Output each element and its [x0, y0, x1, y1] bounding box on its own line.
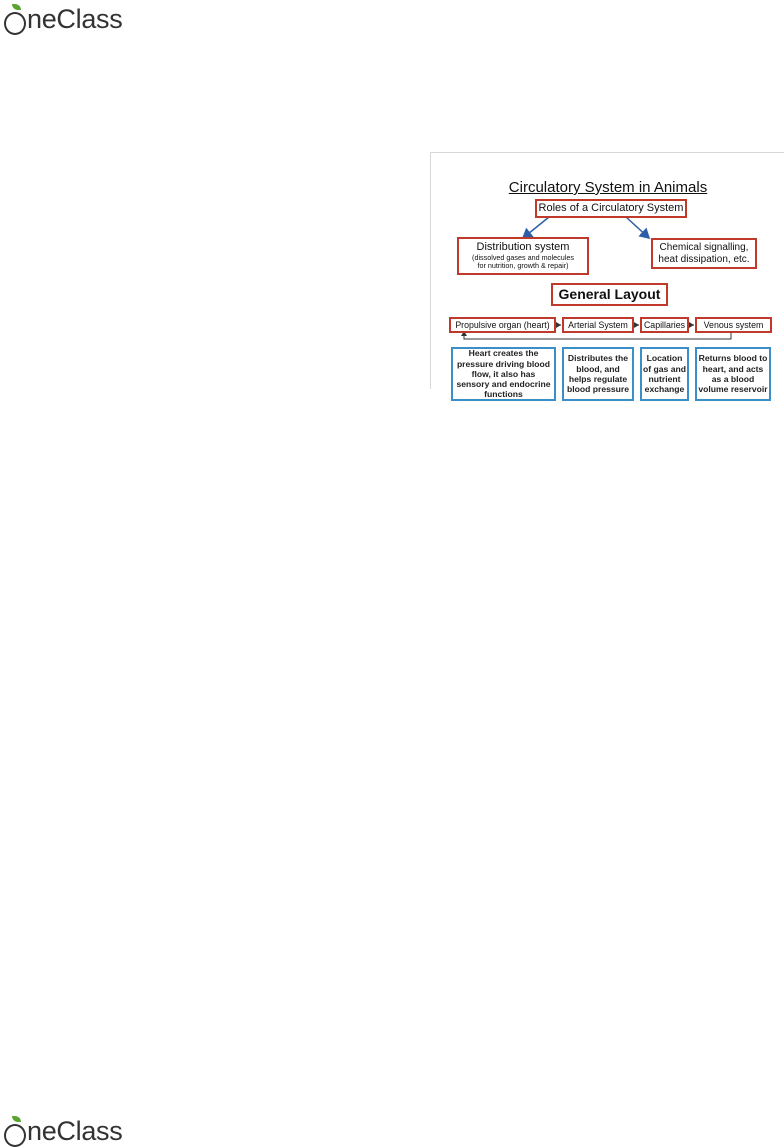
arrow-to-chemical [626, 217, 649, 238]
capillaries-box [640, 317, 689, 333]
arrow-to-distribution [523, 217, 549, 238]
venous-system-label: Venous system [703, 319, 764, 330]
oneclass-logo-top [4, 6, 122, 33]
general-layout-box [551, 283, 668, 306]
roles-label: Roles of a Circulatory System [538, 202, 684, 215]
leaf-icon [12, 1116, 21, 1122]
chemical-line-1: Chemical signalling, [659, 242, 749, 253]
heart-description-box [451, 347, 556, 401]
distribution-detail-2: for nutrition, growth & repair) [477, 261, 569, 271]
logo-o-icon [4, 9, 26, 33]
logo-o-icon [4, 1121, 26, 1145]
arterial-description: Distributes the blood, and helps regulate blood pressure [566, 353, 630, 395]
general-layout-label: General Layout [558, 286, 661, 303]
propulsive-organ-box [449, 317, 556, 333]
leaf-icon [12, 4, 21, 10]
distribution-system-box [457, 237, 589, 275]
roles-box [535, 199, 687, 218]
chemical-line-2: heat dissipation, etc. [658, 253, 750, 265]
capillaries-description: Location of gas and nutrient exchange [643, 353, 686, 395]
distribution-title: Distribution system [476, 241, 570, 254]
circulatory-system-slide [430, 152, 784, 400]
capillaries-description-box [640, 347, 689, 401]
arterial-system-label: Arterial System [568, 319, 628, 330]
arterial-description-box [562, 347, 634, 401]
arterial-system-box [562, 317, 634, 333]
venous-system-box [695, 317, 772, 333]
logo-text: neClass [27, 1116, 123, 1146]
return-loop-line [464, 333, 731, 339]
propulsive-organ-label: Propulsive organ (heart) [455, 319, 550, 330]
heart-description: Heart creates the pressure driving blood flow, it also has sensory and endocrine functions [456, 348, 551, 400]
chemical-signalling-box [651, 238, 757, 269]
logo-text: neClass [27, 4, 123, 34]
venous-description: Returns blood to heart, and acts as a blood volume reservoir [698, 353, 768, 395]
slide-title: Circulatory System in Animals [508, 179, 708, 196]
distribution-detail-1: (dissolved gases and molecules [472, 253, 574, 263]
capillaries-label: Capillaries [643, 319, 686, 330]
oneclass-logo-bottom [4, 1118, 122, 1145]
venous-description-box [695, 347, 771, 401]
